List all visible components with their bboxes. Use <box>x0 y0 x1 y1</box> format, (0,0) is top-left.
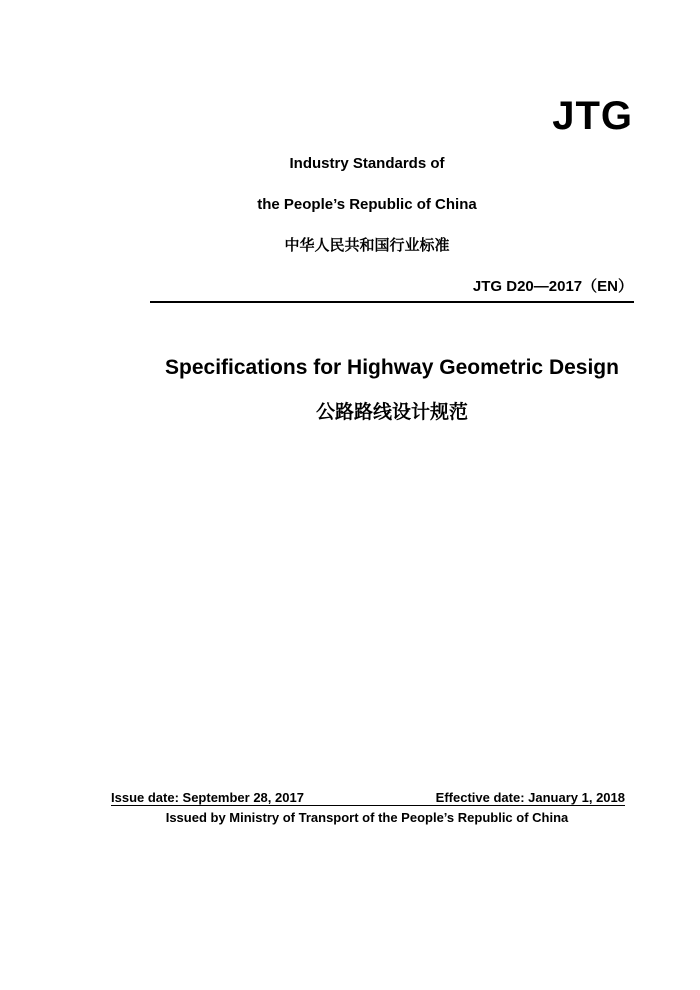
standards-line-1: Industry Standards of <box>289 155 445 172</box>
effective-date: Effective date: January 1, 2018 <box>435 790 625 805</box>
jtg-logo: JTG <box>552 94 633 138</box>
header-divider <box>150 301 634 303</box>
document-title-english: Specifications for Highway Geometric Design <box>165 356 619 379</box>
document-title-chinese: 公路路线设计规范 <box>315 402 468 423</box>
standards-line-chinese: 中华人民共和国行业标准 <box>284 237 450 254</box>
issuing-authority: Issued by Ministry of Transport of the People’s Republic of China <box>165 810 569 825</box>
standard-code: JTG D20—2017（EN） <box>472 278 633 295</box>
date-line <box>111 790 625 806</box>
standards-line-2: the People’s Republic of China <box>257 196 477 213</box>
issue-date: Issue date: September 28, 2017 <box>111 790 304 805</box>
